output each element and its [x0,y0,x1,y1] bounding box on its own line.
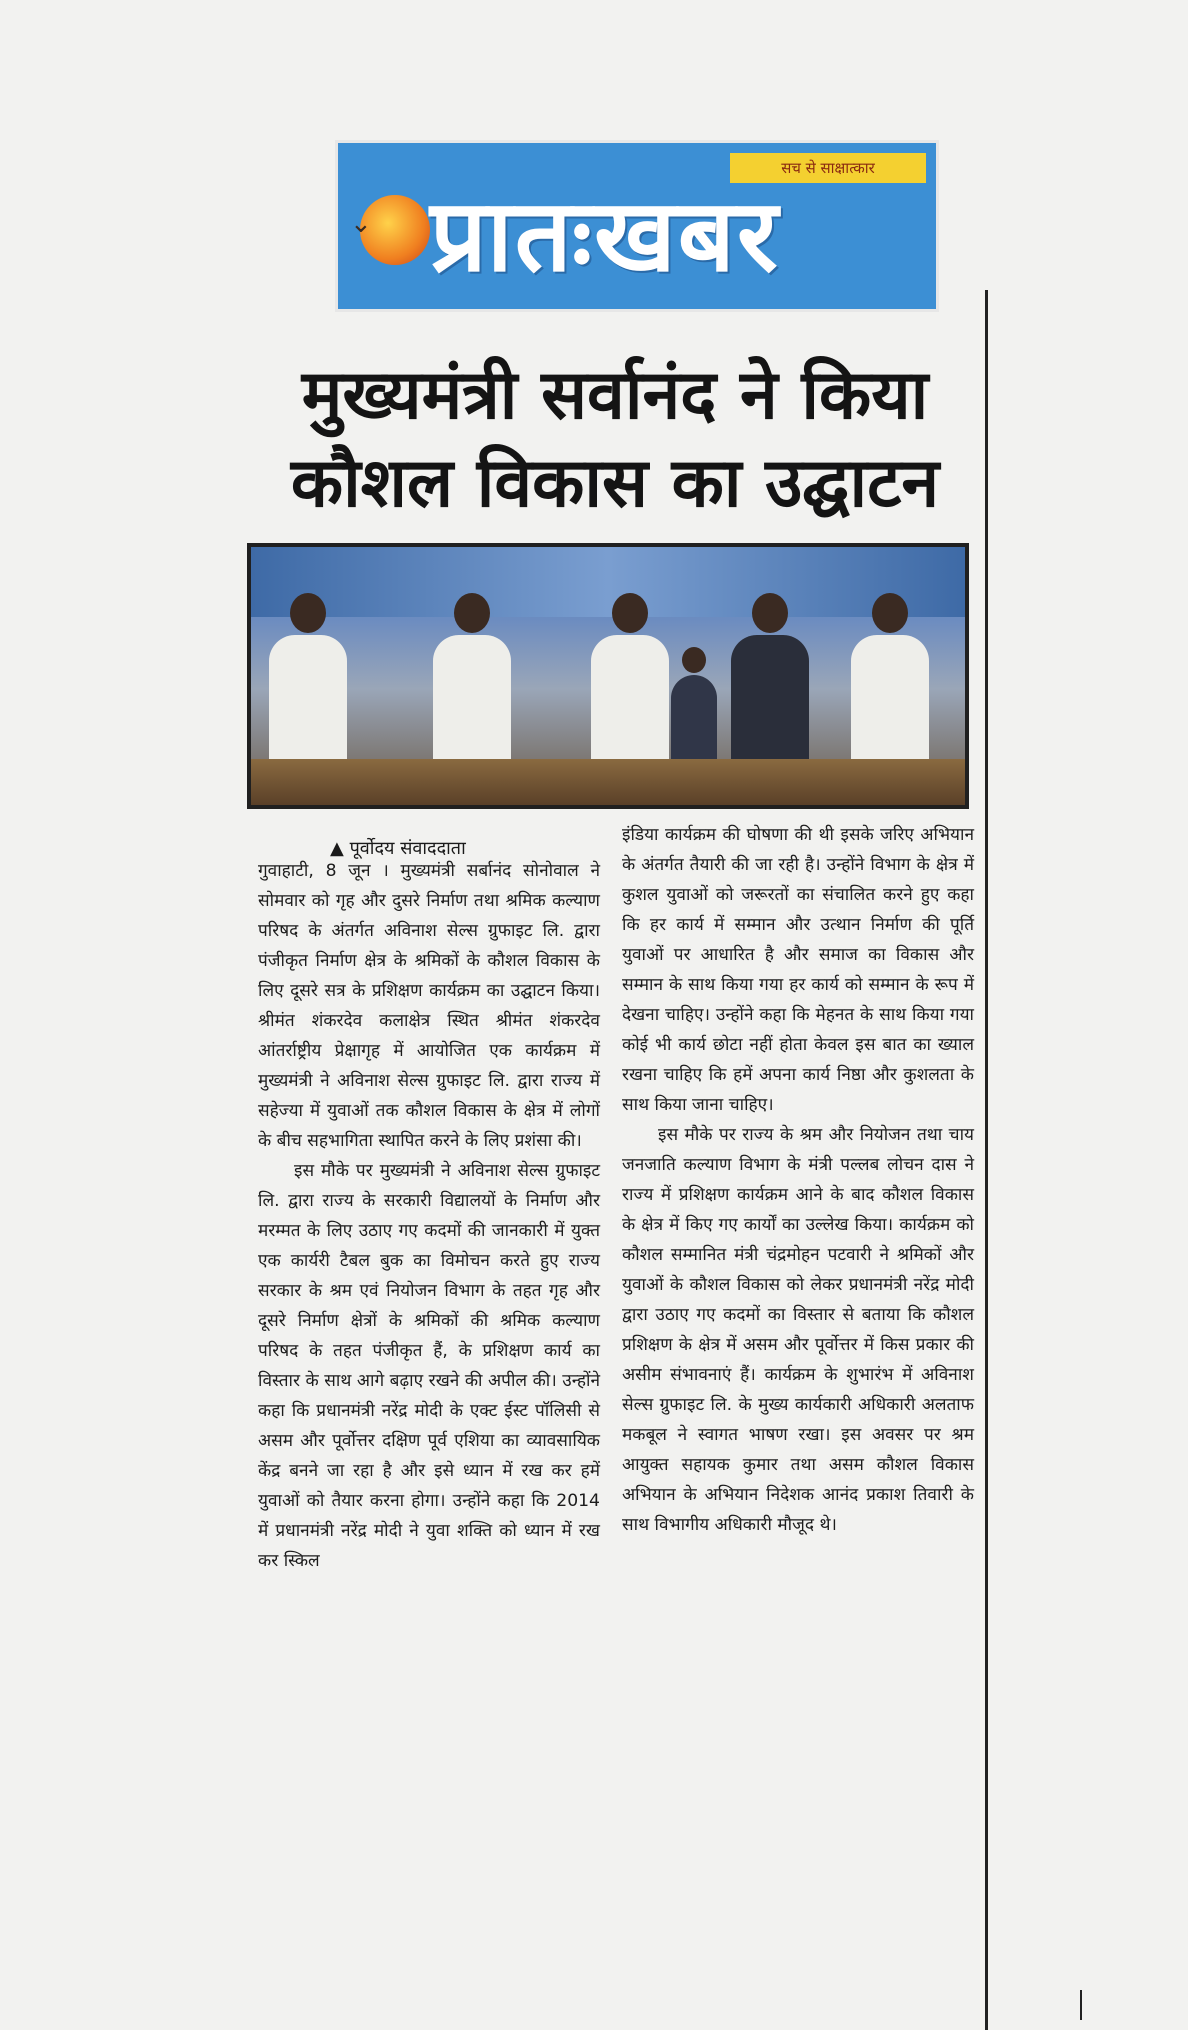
byline-text: पूर्वोदय संवाददाता [349,838,466,859]
article-paragraph: इस मौके पर मुख्यमंत्री ने अविनाश सेल्स ग्रुफाइट लि. द्वारा राज्य के सरकारी विद्यालयों के निर्माण और मरम्मत के लिए उठाए गए कदमों की जानकारी में युक्त एक कार्यरी टैबल बुक का विमोचन करते हुए राज्य सरकार के श्रम एवं नियोजन विभाग के तहत गृह और दूसरे निर्माण क्षेत्रों के श्रमिकों की श्रमिक कल्याण परिषद के तहत पंजीकृत हैं, के प्रशिक्षण कार्य का विस्तार के साथ आगे बढ़ाए रखने की अपील की। उन्होंने कहा कि प्रधानमंत्री नरेंद्र मोदी के एक्ट ईस्ट पॉलिसी से असम और पूर्वोत्तर दक्षिण पूर्व एशिया का व्यावसायिक केंद्र बनने जा रहा है और इसे ध्यान में रख कर हमें युवाओं को तैयार करना होगा। उन्होंने कहा कि 2014 में प्रधानमंत्री नरेंद्र मोदी ने युवा शक्ति को ध्यान में रख कर स्किल [258,1161,600,1571]
stage-table [251,759,965,805]
masthead-tagline: सच से साक्षात्कार [730,153,926,183]
article-column-right [622,820,974,1540]
bird-icon: ⌄ [350,209,372,239]
article-paragraph: इस मौके पर राज्य के श्रम और नियोजन तथा चाय जनजाति कल्याण विभाग के मंत्री पल्लब लोचन दास ने राज्य में प्रशिक्षण कार्यक्रम आने के बाद कौशल विकास के क्षेत्र में किए गए कार्यों का उल्लेख किया। कार्यक्रम को कौशल सम्मानित मंत्री चंद्रमोहन पटवारी ने श्रमिकों और युवाओं के कौशल विकास को लेकर प्रधानमंत्री नरेंद्र मोदी द्वारा उठाए गए कदमों का विस्तार से बताया कि कौशल प्रशिक्षण के क्षेत्र में असम और पूर्वोत्तर में किस प्रकार की असीम संभावनाएं हैं। कार्यक्रम के शुभारंभ में अविनाश सेल्स ग्रुफाइट लि. के मुख्य कार्यकारी अधिकारी अलताफ मकबूल ने स्वागत भाषण रखा। इस अवसर पर श्रम आयुक्त सहायक कुमार तथा असम कौशल विकास अभियान के अभियान निदेशक आनंद प्रकाश तिवारी के साथ विभागीय अधिकारी मौजूद थे। [622,1125,974,1535]
article-paragraph: गुवाहाटी, 8 जून । मुख्यमंत्री सर्बानंद सोनोवाल ने सोमवार को गृह और दुसरे निर्माण तथा श्रमिक कल्याण परिषद के अंतर्गत अविनाश सेल्स ग्रुफाइट लि. द्वारा पंजीकृत निर्माण क्षेत्र के श्रमिकों के कौशल विकास के लिए दूसरे सत्र के प्रशिक्षण कार्यक्रम का उद्घाटन किया। श्रीमंत शंकरदेव कलाक्षेत्र स्थित श्रीमंत शंकरदेव आंतर्राष्ट्रीय प्रेक्षागृह में आयोजित एक कार्यक्रम में मुख्यमंत्री ने अविनाश सेल्स ग्रुफाइट लि. द्वारा राज्य में सहेज्या में युवाओं तक कौशल विकास के क्षेत्र में लोगों के बीच सहभागिता स्थापित करने के लिए प्रशंसा की। [258,861,600,1151]
headline-line-2: कौशल विकास का उद्घाटन [290,444,940,523]
article-paragraph: इंडिया कार्यक्रम की घोषणा की थी इसके जरिए अभियान के अंतर्गत तैयारी की जा रही है। उन्होंने विभाग के क्षेत्र में कुशल युवाओं को जरूरतों का संचालित करने हुए कहा कि हर कार्य में सम्मान और उत्थान निर्माण की पूर्ति युवाओं पर आधारित है और समाज का विकास और सम्मान के साथ किया गया हर कार्य को सम्मान के रूप में देखना चाहिए। उन्होंने कहा कि मेहनत के साथ किया गया कोई भी कार्य छोटा नहीं होता केवल इस बात का ख्याल रखना चाहिए कि हमें अपना कार्य निष्ठा और कुशलता के साथ किया जाना चाहिए। [622,825,974,1115]
byline-triangle-icon: ▲ [330,838,344,859]
headline-line-1: मुख्यमंत्री सर्वानंद ने किया [301,356,929,435]
column-rule [985,290,988,2030]
headline [250,352,980,528]
article-column-left [258,856,600,1576]
news-photo [247,543,969,809]
masthead-brand: प्रातःखबर [430,177,780,294]
edge-mark [1080,1990,1082,2020]
masthead-logo [335,140,939,312]
